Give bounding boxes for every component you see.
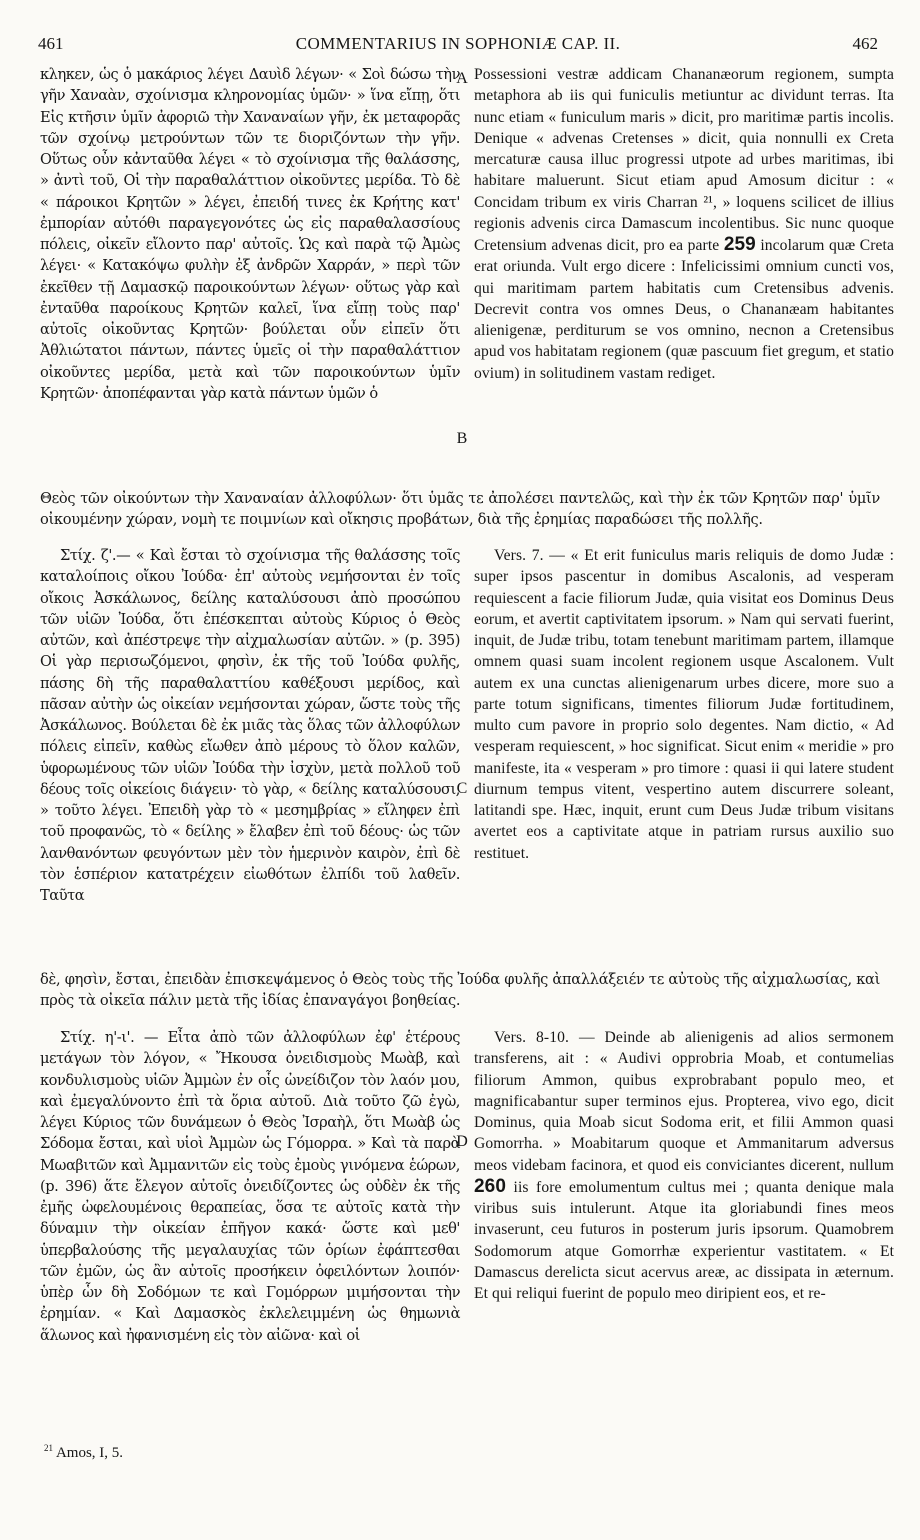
footnote-number: 21: [44, 1443, 53, 1453]
greek-paragraph: κληκεν, ὡς ὁ μακάριος λέγει Δαυὶδ λέγων· « Σοὶ δώσω τὴν γῆν Χαναὰν, σχοίνισμα κληρονομίας ὑμῶν· » ἵνα εἴπῃ, ὅτι Εἰς κτῆσιν ὑμῖν ἀφοριῶ τὴν Χαναναίων γῆν, ἐκ μεταφορᾶς τῶν σχοίνῳ μετρούντων τῶν τε διοριζόντων τὴν γῆν. Οὕτως οὖν κἀνταῦθα λέγει « τὸ σχοίνισμα τῆς θαλάσσης, » ἀντὶ τοῦ, Οἱ τὴν παραθαλάττιον οἰκοῦντες μερίδα. Τὸ δὲ « πάροικοι Κρητῶν » λέγει, ἐπειδή τινες ἐκ Κρήτης κατ' ἐμπορίαν αὐτόθι παραγεγονότες ὡς εἰς παραθαλασσίους πόλεις, οἰκεῖν εἴλοντο παρ' αὐτοῖς. Ὡς καὶ παρὰ τῷ Ἀμὼς λέγει· « Κατακόψω φυλὴν ἐξ ἀνδρῶν Χαρράν, » περὶ τῶν ἐκεῖθεν τῇ Δαμασκῷ παροικούντων λέγων· οὕτως γὰρ καὶ ἐνταῦθα παροίκους Κρητῶν καλεῖ, ἵνα εἴπῃ τοὺς παρ' αὐτοῖς οἰκοῦντας Κρητῶν· βούλεται οὖν εἰπεῖν ὅτι Ἀθλιώτατοι πάντων, πάντες ὑμεῖς οἱ τὴν παραθαλάττιον οἰκοῦντες μερίδα, μετὰ καὶ τῶν παροικούντων ὑμῖν Κρητῶν· ἀποπέφανται γὰρ κατὰ πάντων ὑμῶν ὁ: [40, 66, 460, 402]
greek-column-section-2: [40, 545, 460, 906]
footnote: [44, 1443, 123, 1462]
fullwidth-greek-1: [40, 488, 880, 531]
latin-text: Possessioni vestræ addicam Chananæorum regionem, sumpta metaphora ab iis qui funiculis metiuntur ac dividunt terras. Ita nunc etiam « funiculum maris » dicit, pro maritimæ partis incolis. Denique « advenas Cretenses » dicit, quia nonnulli ex Creta mercaturæ causa illuc progressi utpote ad urbes maritimas, ibi habitare maluerunt. Sicut etiam apud Amosum dicitur : « Concidam tribum ex viris Charran ²¹, » loquens scilicet de illius regionis advenis circa Damascum incolentibus. Sic nunc quoque Cretensium advenas dicit, pro ea parte: [474, 66, 894, 254]
greek-paragraph: Στίχ. η'-ι'. — Εἶτα ἀπὸ τῶν ἀλλοφύλων ἐφ' ἑτέρους μετάγων τὸν λόγον, « Ἤκουσα ὀνειδισμοὺς Μωὰβ, καὶ κονδυλισμοὺς υἱῶν Ἀμμὼν ἐν οἷς ὠνείδιζον τὸν λαόν μου, καὶ ἐμεγαλύνοντο ἐπὶ τὰ ὅρια αὐτοῦ. Διὰ τοῦτο ζῶ ἐγὼ, λέγει Κύριος τῶν δυνάμεων ὁ Θεὸς Ἰσραὴλ, ὅτι Μωὰβ ὡς Σόδομα ἔσται, καὶ υἱοὶ Ἀμμὼν ὡς Γόμορρα. » Καὶ τὰ παρὰ Μωαβιτῶν καὶ Ἀμμανιτῶν εἰς τοὺς ἐμοὺς γινόμενα ἑώρων, (p. 396) ἅτε ἔλεγον αὐτοῖς ὀνειδίζοντες ὡς οὐδὲν ἐκ τῆς ἐμῆς ὠφελουμένοις θεραπείας, ὅσα τε αὐτοῖς κατὰ τὴν δύναμιν τὴν οἰκείαν ἐπῆγον κακά· ὥστε καὶ μεθ' ὑπερβαλούσης τῆς μεγαλαυχίας τῶν ὁρίων ἐφάπτεσθαι τῶν ἐμῶν, ὡς ἂν αὐτοῖς προσήκειν ὀφειλόντων λοιπόν· ὑπὲρ ὧν δὴ Σοδόμων τε καὶ Γομόρρων μιμήσονται τὴν ἐρημίαν. « Καὶ Δαμασκὸς ἐκλελειμμένη ὡς θημωνιὰ ἅλωνος καὶ ἠφανισμένη εἰς τὸν αἰῶνα· καὶ οἱ: [40, 1029, 460, 1344]
latin-text: iis fore emolumentum cultus mei ; quanta denique mala viribus suis intulerunt. Atque ita gloriabundi fines meos invaserunt, ceu futuros in posterum juris ipsorum. Quamobrem Sodomorum atque Gomorrhæ experientur vastitatem. « Et Damascus derelicta sicut acervus areæ, ac dissipata in æternum. Et qui reliqui fuerint de populo meo diripient eos, et re-: [474, 1178, 895, 1302]
margin-marker-a: A: [456, 70, 468, 87]
latin-paragraph: [474, 1027, 894, 1304]
column-number: 259: [723, 234, 756, 255]
margin-marker-b: B: [456, 430, 468, 447]
greek-column-section-3: [40, 1027, 460, 1346]
page-number-left: 461: [38, 34, 64, 53]
latin-text: Vers. 8-10. — Deinde ab alienigenis ad alios sermonem transferens, ait : « Audivi opprobria Moab, et contumelias filiorum Ammon, quibus exprobrabant populo meo, et magnificabantur super terminos ejus. Propterea, vivo ego, dicit Dominus, quia Moab sicut Sodoma erit, et filii Ammon quasi Gomorrha. » Moabitarum quoque et Ammanitarum adversus meos videbam facinora, et quod eis conviciantes dicerent, nullum: [474, 1029, 894, 1174]
latin-column-section-2: [474, 545, 894, 864]
greek-continuation: Θεὸς τῶν οἰκούντων τὴν Χαναναίαν ἀλλοφύλων· ὅτι ὑμᾶς τε ἀπολέσει παντελῶς, καὶ τὴν ἐκ τῶν Κρητῶν παρ' ὑμῖν οἰκουμένην χώραν, νομὴ τε ποιμνίων καὶ οἴκησις προβάτων, διὰ τῆς ἐρημίας παραδώσει τῆς πολλῆς.: [40, 490, 880, 529]
footnote-text: Amos, I, 5.: [55, 1445, 124, 1461]
margin-marker-d: D: [456, 1133, 468, 1150]
latin-column-section-3: [474, 1027, 894, 1304]
latin-paragraph: [474, 64, 894, 384]
latin-text: incolarum quæ Creta erat oriunda. Vult ergo dicere : Infelicissimi omnium cuncti vos, qui maritimam partem habitatis cum Cretensibus advenis. Decrevit contra vos omnes Deus, o Chananæam habitantes alienigenæ, perditurum se vos omnino, necnon a Cretensibus apud vos habitatam regionem (quæ pascuum fiet gregum, et statio ovium) in solitudinem vastam rediget.: [474, 237, 895, 382]
greek-paragraph: Στίχ. ζ'.— « Καὶ ἔσται τὸ σχοίνισμα τῆς θαλάσσης τοῖς καταλοίποις οἴκου Ἰούδα· ἐπ' αὐτοὺς νεμήσονται ἐν τοῖς οἴκοις Ἀσκάλωνος, δείλης καταλύσουσι ἀπὸ προσώπου τῶν υἱῶν Ἰούδα, ὅτι ἐπέσκεπται αὐτοὺς Κύριος ὁ Θεὸς αὐτῶν, καὶ ἀπέστρεψε τὴν αἰχμαλωσίαν αὐτῶν. » (p. 395) Οἱ γὰρ περισωζόμενοι, φησὶν, ἐκ τῆς τοῦ Ἰούδα φυλῆς, πάσης δὴ τῆς παραθαλαττίου καθέξουσι μερίδος, καὶ πᾶσαν αὐτὴν ὡς οἰκείαν νεμήσονται χώραν, ὥστε τοὺς τῆς Ἀσκάλωνος. Βούλεται δὲ ἐκ μιᾶς τὰς ὅλας τῶν ἀλλοφύλων πόλεις εἰπεῖν, καθὼς εἴωθεν ἀπὸ μέρους τὸ ὅλον καλῶν, ὑφορωμένους τῶν υἱῶν Ἰούδα τὴν ἰσχὺν, μετὰ πολλοῦ τοῦ δέους τοῖς οἰκείοις διάγειν· τὸ γὰρ, « δείλης καταλύσουσι, » τοῦτο λέγει. Ἐπειδὴ γὰρ τὸ « μεσημβρίας » εἴληφεν ἐπὶ τοῦ προφανῶς, τὸ « δείλης » ἔλαβεν ἐπὶ τοῦ δέους· ὡς τῶν λανθανόντων φευγόντων μὲν τὸν ἡμερινὸν καιρὸν, ἐπὶ δὲ τὸν ἑσπέριον κατατρέχειν εἰωθότων ἐλπίδι τοῦ λαθεῖν. Ταῦτα: [40, 547, 460, 904]
column-number: 260: [474, 1175, 507, 1197]
page-header: [38, 34, 878, 56]
page-number-right: 462: [852, 34, 878, 53]
running-title: COMMENTARIUS IN SOPHONIÆ CAP. II.: [295, 34, 621, 53]
margin-marker-c: C: [456, 780, 468, 797]
latin-column-section-1: [474, 64, 894, 384]
greek-continuation: δὲ, φησὶν, ἔσται, ἐπειδὰν ἐπισκεψάμενος ὁ Θεὸς τοὺς τῆς Ἰούδα φυλῆς ἀπαλλάξειέν τε αὐτοὺς τῆς αἰχμαλωσίας, καὶ πρὸς τὰ οἰκεῖα πάλιν μετὰ τῆς ἰδίας ἐπαναγάγοι βοηθείας.: [40, 971, 880, 1010]
fullwidth-greek-2: [40, 969, 880, 1012]
greek-column-section-1: [40, 64, 460, 404]
latin-paragraph: Vers. 7. — « Et erit funiculus maris reliquis de domo Judæ : super ipsos pascentur in domibus Ascalonis, ad vesperam requiescent a facie filiorum Judæ, quia visitat eos Dominus Deus eorum, et avertit captivitatem ipsorum. » Nam qui servati fuerint, inquit, de Judæ tribu, totam tenebunt maritimam partem, illamque omnem quasi suam incolent regionem usque Ascalonem. Vult autem ex una cunctas alienigenarum urbes dicere, more suo a parte totum significans, timentes filiorum Judæ fortitudinem, multo cum pavore in proprio solo degentes. Nam dictio, « Ad vesperam requiescent, » hoc significat. Sicut enim « meridie » pro manifeste, ita « vesperam » pro timore : quasi ii qui latere student diurnum tempus vitent, vespertino autem discurrere soleant, latitandi spe. Hæc, inquit, erunt cum Deus Judæ tribum visitans avertet eos a captivitate atque in patriam rursus auxilio suo restituet.: [474, 547, 894, 862]
